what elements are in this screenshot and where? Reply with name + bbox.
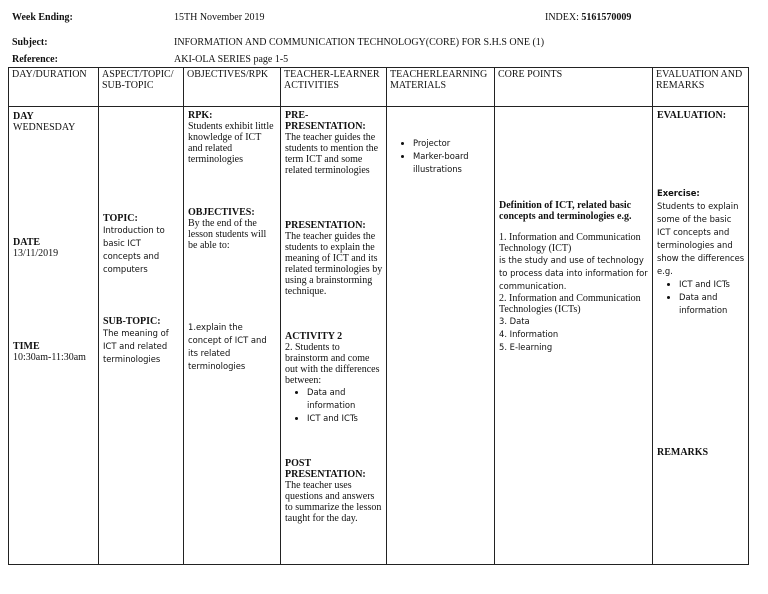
index-value: 5161570009 xyxy=(581,12,632,23)
lesson-plan-table xyxy=(8,67,749,565)
day-cell xyxy=(9,107,99,565)
reference-label: Reference: xyxy=(12,54,58,65)
list-item: • Data and information xyxy=(307,386,383,412)
col-header-materials: TEACHERLEARNING MATERIALS xyxy=(387,68,495,107)
subject-label: Subject: xyxy=(12,37,48,48)
presentation-label: PRESENTATION: xyxy=(285,220,366,231)
core-heading: Definition of ICT, related basic concepts and terminologies e.g. xyxy=(499,200,632,222)
list-item: • Data and information xyxy=(679,291,746,317)
exercise-label: Exercise: xyxy=(657,188,700,198)
post-presentation-text: The teacher uses questions and answers to summarize the lesson taught for the day. xyxy=(285,480,382,524)
topic-cell xyxy=(99,107,184,565)
time-value: 10:30am-11:30am xyxy=(13,352,86,363)
list-item: • ICT and ICTs xyxy=(679,278,746,291)
topic-label: TOPIC: xyxy=(103,213,138,224)
post-presentation-label: POST PRESENTATION: xyxy=(285,458,366,480)
activity2-list xyxy=(285,386,383,425)
table-row xyxy=(9,107,749,565)
table-header-row xyxy=(9,68,749,107)
core-point-5: 5. E-learning xyxy=(499,342,553,352)
objectives-text: By the end of the lesson students will be able to: xyxy=(188,218,267,251)
core-point-3: 3. Data xyxy=(499,316,530,326)
col-header-activities: TEACHER-LEARNER ACTIVITIES xyxy=(281,68,387,107)
pre-presentation-text: The teacher guides the students to mention the term ICT and some related terminologies xyxy=(285,132,379,176)
core-point-2: 2. Information and Communication Technologies (ICTs) xyxy=(499,293,641,315)
materials-list xyxy=(391,137,491,176)
list-item: • Projector xyxy=(413,137,491,150)
activity2-label: ACTIVITY 2 xyxy=(285,331,343,342)
day-label: DAY xyxy=(13,111,34,122)
activity2-text: 2. Students to brainstorm and come out with the differences between: xyxy=(285,342,380,386)
objectives-cell xyxy=(184,107,281,565)
materials-cell xyxy=(387,107,495,565)
col-header-topic: ASPECT/TOPIC/ SUB-TOPIC xyxy=(99,68,184,107)
col-header-evaluation: EVALUATION AND REMARKS xyxy=(653,68,749,107)
core-point-1: 1. Information and Communication Technology (ICT) xyxy=(499,232,641,254)
week-ending-value: 15TH November 2019 xyxy=(174,12,265,23)
core-points-cell xyxy=(495,107,653,565)
remarks-label: REMARKS xyxy=(657,447,709,458)
date-label: DATE xyxy=(13,237,41,248)
subject-value: INFORMATION AND COMMUNICATION TECHNOLOGY(CORE) FOR S.H.S ONE (1) xyxy=(174,37,545,48)
index-label: INDEX: xyxy=(545,12,582,23)
time-label: TIME xyxy=(13,341,40,352)
col-header-objectives: OBJECTIVES/RPK xyxy=(184,68,281,107)
evaluation-label: EVALUATION: xyxy=(657,110,727,121)
evaluation-cell xyxy=(653,107,749,565)
day-value: WEDNESDAY xyxy=(13,122,76,133)
topic-value: Introduction to basic ICT concepts and computers xyxy=(103,225,165,274)
reference-value: AKI-OLA SERIES page 1-5 xyxy=(174,54,289,65)
index-field xyxy=(545,12,631,23)
objective-item: 1.explain the concept of ICT and its related terminologies xyxy=(188,322,267,371)
col-header-day: DAY/DURATION xyxy=(9,68,99,107)
objectives-label: OBJECTIVES: xyxy=(188,207,255,218)
activities-cell xyxy=(281,107,387,565)
evaluation-list xyxy=(657,278,746,317)
subtopic-label: SUB-TOPIC: xyxy=(103,316,161,327)
presentation-text: The teacher guides the students to explain the meaning of ICT and its related terminologies by using a brainstorming technique. xyxy=(285,231,383,297)
col-header-core-points: CORE POINTS xyxy=(495,68,653,107)
pre-presentation-label: PRE-PRESENTATION: xyxy=(285,110,366,132)
rpk-label: RPK: xyxy=(188,110,213,121)
date-value: 13/11/2019 xyxy=(13,248,59,259)
list-item: • Marker-board illustrations xyxy=(413,150,491,176)
week-ending-label: Week Ending: xyxy=(12,12,73,23)
exercise-text: Students to explain some of the basic ICT concepts and terminologies and show the differences e.g. xyxy=(657,201,745,276)
core-point-4: 4. Information xyxy=(499,329,559,339)
subtopic-value: The meaning of ICT and related terminologies xyxy=(103,328,169,364)
core-point-1-definition: is the study and use of technology to process data into information for communication. xyxy=(499,255,648,291)
rpk-text: Students exhibit little knowledge of ICT and related terminologies xyxy=(188,121,274,165)
list-item: • ICT and ICTs xyxy=(307,412,383,425)
